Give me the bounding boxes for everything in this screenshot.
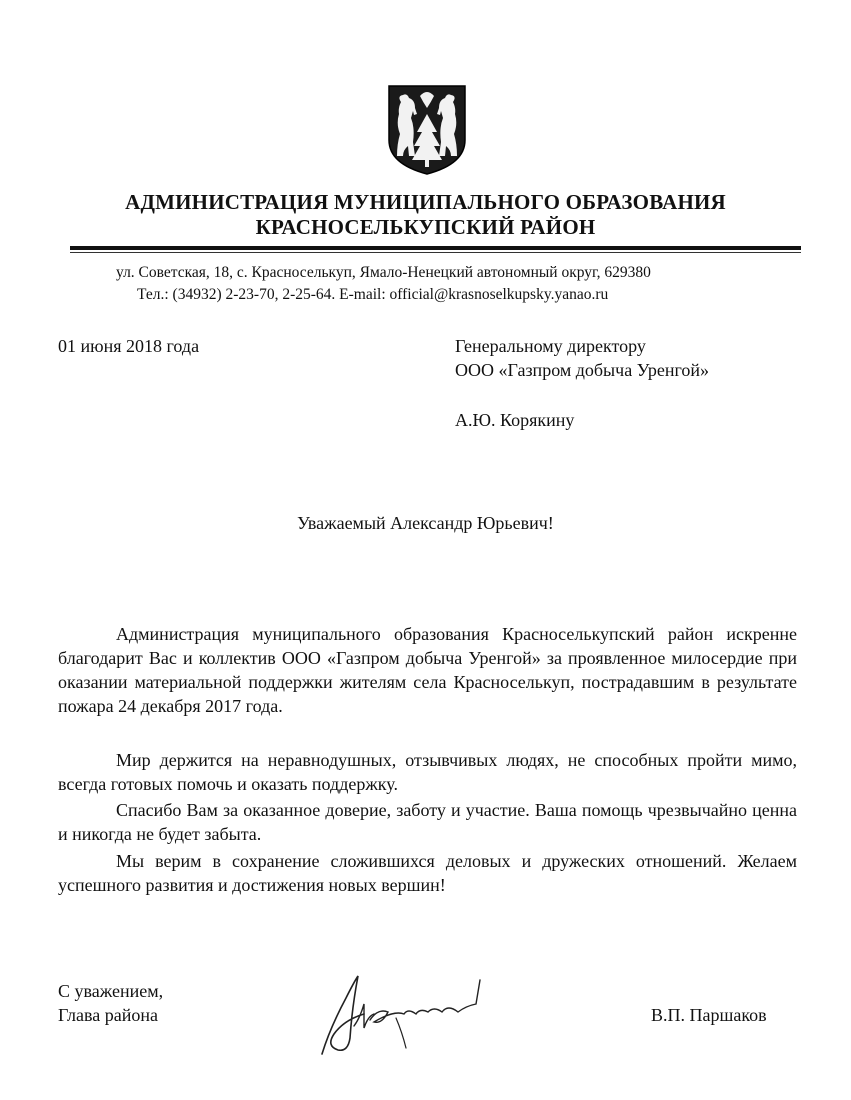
header-rule-thin	[70, 252, 801, 253]
body-paragraph: Спасибо Вам за оказанное доверие, заботу и участие. Ваша помощь чрезвычайно ценна и никогда не будет забыта.	[58, 800, 797, 844]
recipient-name: А.Ю. Корякину	[455, 410, 575, 430]
closing-regards: С уважением,	[58, 981, 164, 1001]
contact-line: Тел.: (34932) 2-23-70, 2-25-64. E-mail: official@krasnoselkupsky.yanao.ru	[137, 286, 609, 303]
header-rule	[70, 246, 801, 250]
recipient-company: ООО «Газпром добыча Уренгой»	[455, 360, 710, 380]
org-title-line1: АДМИНИСТРАЦИЯ МУНИЦИПАЛЬНОГО ОБРАЗОВАНИЯ	[125, 190, 726, 214]
org-title-line2: КРАСНОСЕЛЬКУПСКИЙ РАЙОН	[255, 215, 596, 239]
recipient-position: Генеральному директору	[455, 336, 646, 356]
letter-date: 01 июня 2018 года	[58, 336, 200, 356]
address-line: ул. Советская, 18, с. Красноселькуп, Ямало-Ненецкий автономный округ, 629380	[116, 264, 651, 281]
body-paragraph: Мы верим в сохранение сложившихся деловых и дружеских отношений. Желаем успешного развития и достижения новых вершин!	[58, 851, 797, 895]
coat-of-arms-icon	[387, 84, 467, 176]
salutation: Уважаемый Александр Юрьевич!	[297, 513, 554, 533]
signatory-name: В.П. Паршаков	[651, 1005, 767, 1025]
handwritten-signature-icon	[308, 968, 498, 1064]
body-paragraph: Мир держится на неравнодушных, отзывчивых людях, не способных пройти мимо, всегда готовых помочь и оказать поддержку.	[58, 750, 797, 794]
body-paragraph: Администрация муниципального образования Красноселькупский район искренне благодарит Вас и коллектив ООО «Газпром добыча Уренгой» за проявленное милосердие при оказании материальной поддержки жителям села Красноселькуп, пострадавшим в результате пожара 24 декабря 2017 года.	[58, 624, 797, 716]
closing-position: Глава района	[58, 1005, 159, 1025]
